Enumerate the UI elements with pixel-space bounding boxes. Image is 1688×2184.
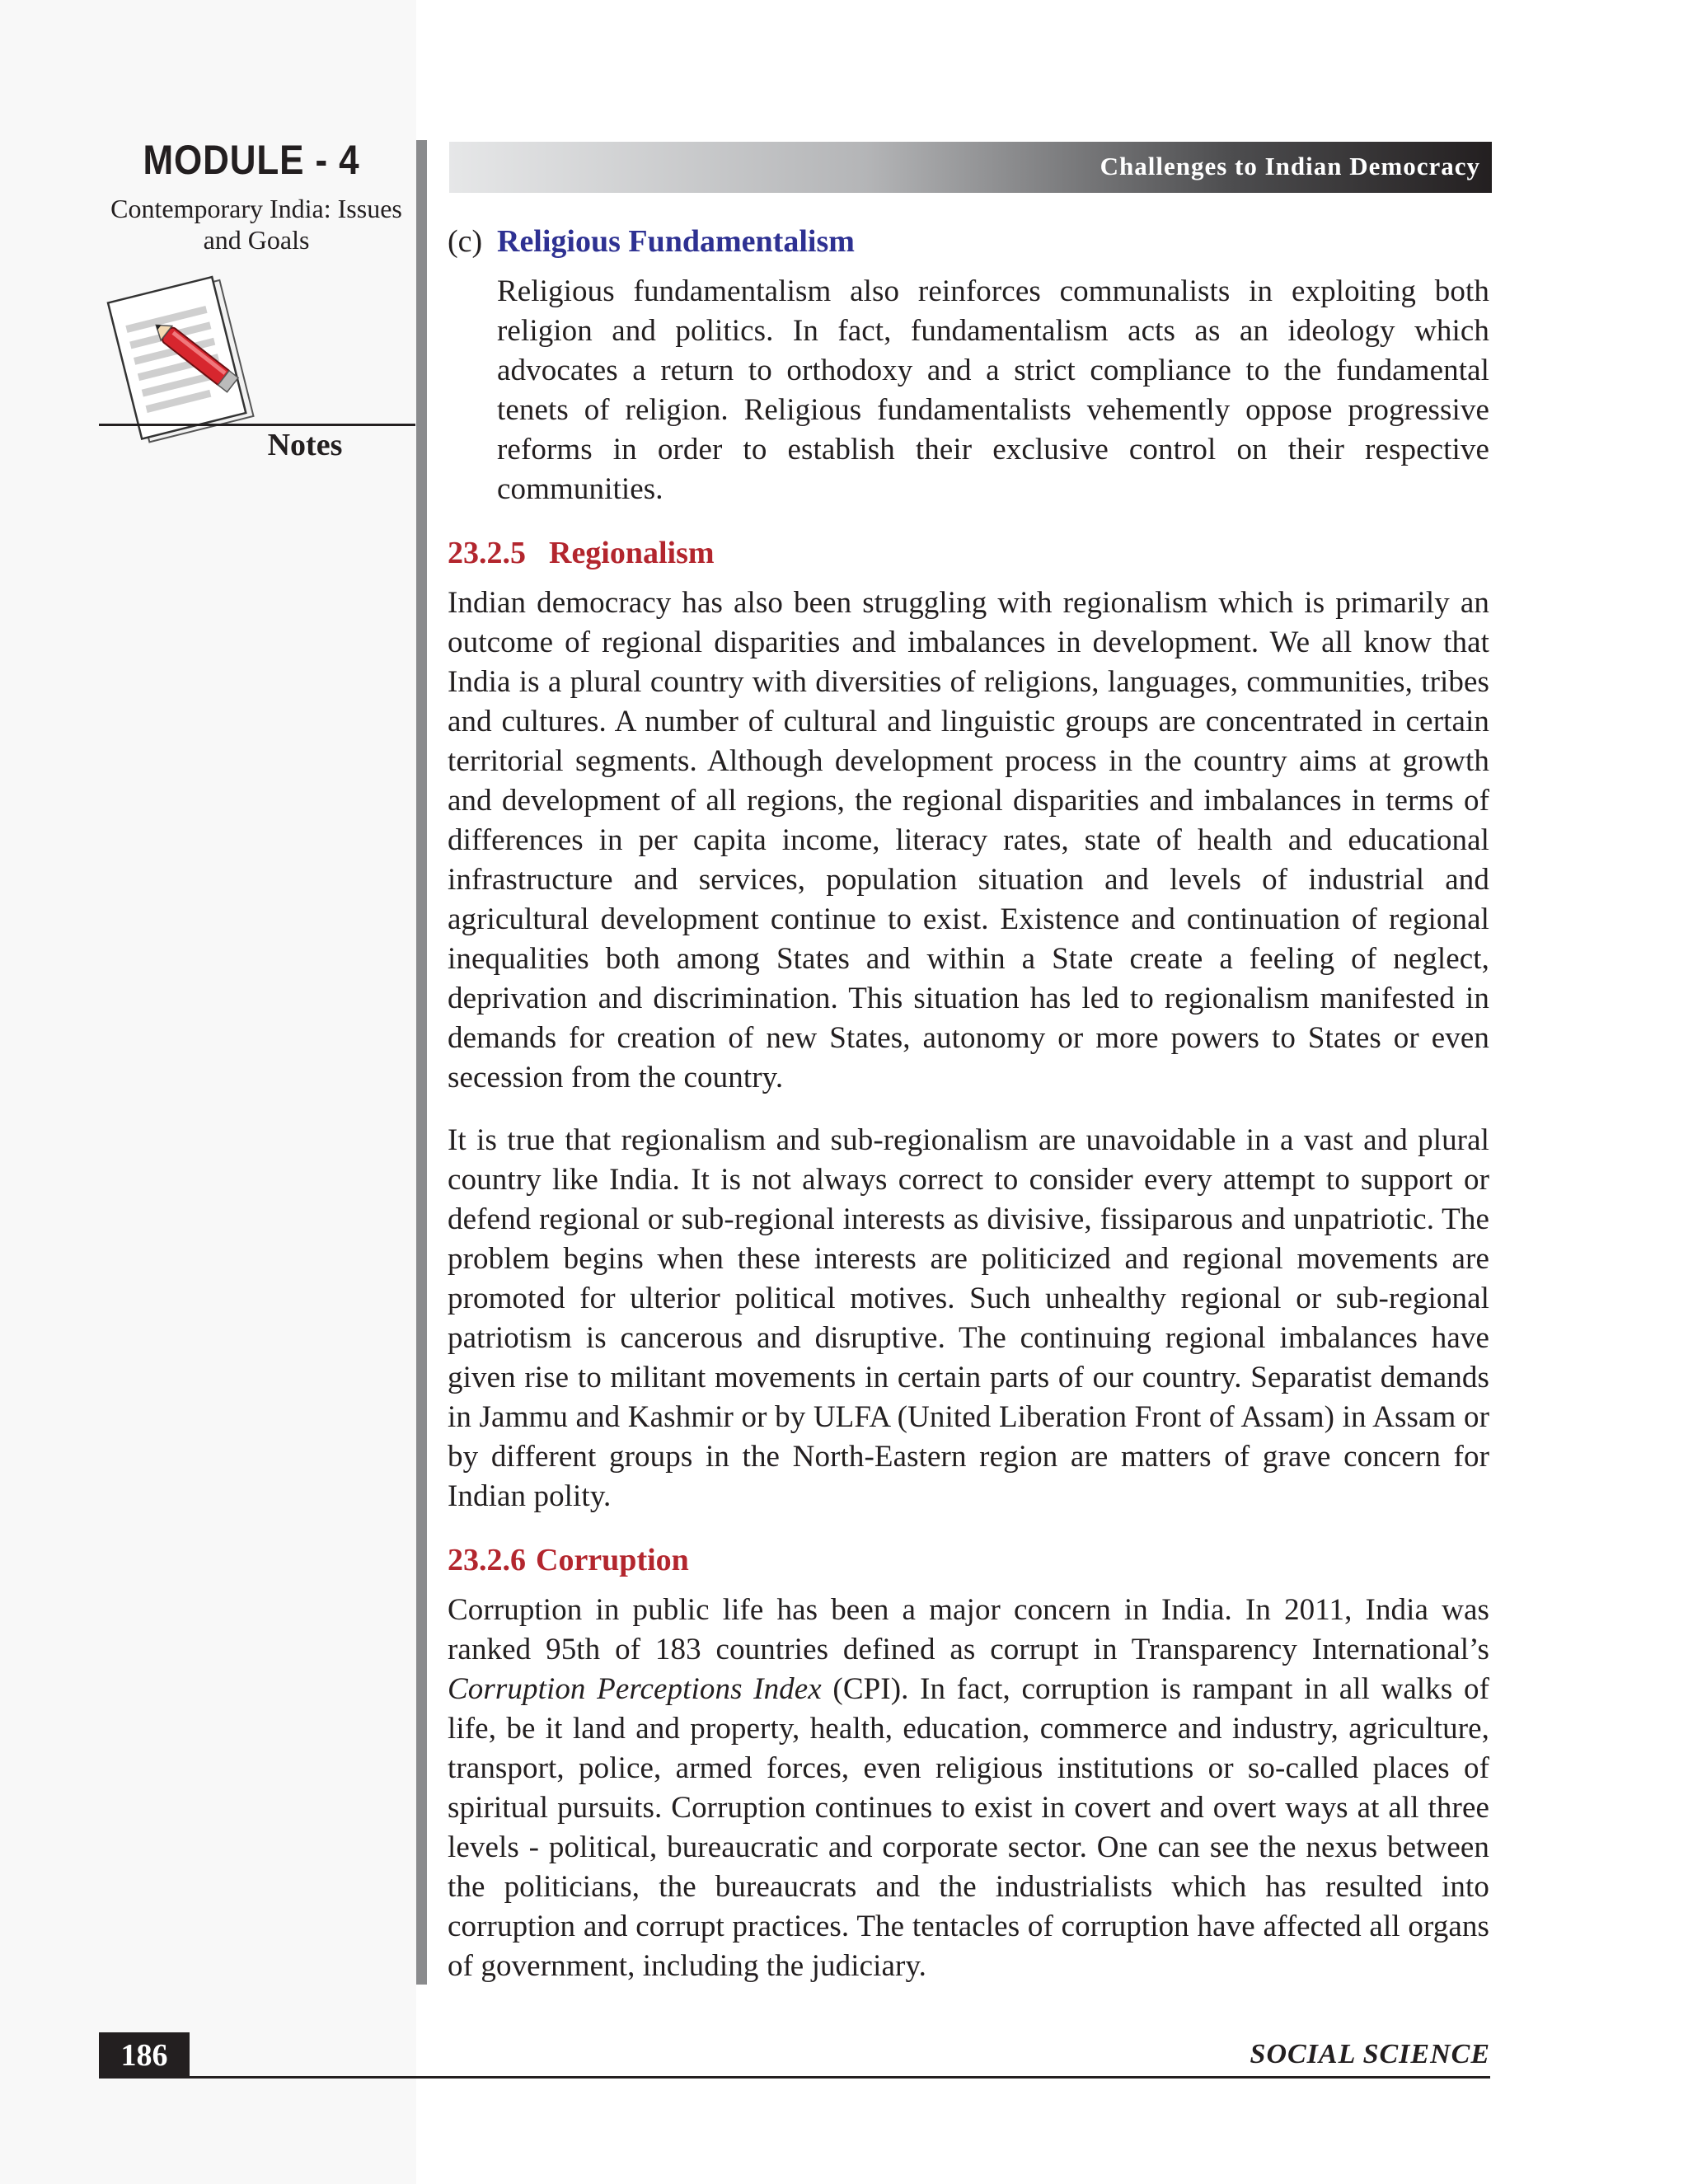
chapter-title: Challenges to Indian Democracy xyxy=(1100,152,1480,180)
chapter-header-band xyxy=(449,142,1492,193)
subsection-title: Religious Fundamentalism xyxy=(497,224,855,259)
regionalism-paragraph-1: Indian democracy has also been struggling with regionalism which is primarily an outcome of regional disparities and imbalances in development. We all know that India is a plural country with diversities of religions, languages, communities, tribes and cultures. A number of cultural and linguistic groups are concentrated in certain territorial segments. Although development process in the country aims at growth and development of all regions, the regional disparities and imbalances in terms of differences in per capita income, literacy rates, state of health and educational infrastructure and services, population situation and levels of industrial and agricultural development continue to exist. Existence and continuation of regional inequalities both among States and within a State create a feeling of neglect, deprivation and discrimination. This situation has led to regionalism manifested in demands for creation of new States, autonomy or more powers to States or even secession from the country. xyxy=(448,586,1489,1094)
module-subtitle-line1: Contemporary India: Issues xyxy=(110,194,402,223)
section-number: 23.2.6 xyxy=(448,1543,526,1577)
section-title: Corruption xyxy=(536,1543,689,1577)
main-content xyxy=(448,221,1489,1986)
footer-rule xyxy=(99,2076,1490,2079)
notes-label: Notes xyxy=(267,428,343,462)
module-subtitle xyxy=(97,193,415,255)
module-title: MODULE - 4 xyxy=(143,137,360,183)
footer-subject: SOCIAL SCIENCE xyxy=(1250,2039,1490,2069)
corruption-text-end: (CPI). In fact, corruption is rampant in all walks of life, be it land and property, health, education, commerce and industry, agriculture, transport, police, armed forces, even religious institutions or so-called places of spiritual pursuits. Corruption continues to exist in covert and overt ways at all three levels - political, bureaucratic and corporate sector. One can see the nexus between the politicians, the bureaucrats and the industrialists which has resulted into corruption and corrupt practices. The tentacles of corruption have affected all organs of government, including the judiciary. xyxy=(448,1672,1489,1983)
religious-fundamentalism-paragraph: Religious fundamentalism also reinforces communalists in exploiting both religion and politics. In fact, fundamentalism acts as an ideology which advocates a return to orthodoxy and a strict compliance to the fundamental tenets of religion. Religious fundamentalists vehemently oppose progressive reforms in order to establish their exclusive control on their respective communities. xyxy=(497,274,1489,506)
section-number: 23.2.5 xyxy=(448,536,526,570)
cpi-title-italic: Corruption Perceptions Index xyxy=(448,1672,822,1706)
subsection-label: (c) xyxy=(448,224,483,259)
regionalism-paragraph-2: It is true that regionalism and sub-regionalism are unavoidable in a vast and plural country like India. It is not always correct to consider every attempt to support or defend regional or sub-regional interests as divisive, fissiparous and unpatriotic. The problem begins when these interests are politicized and regional movements are promoted for ulterior political motives. Such unhealthy regional or sub-regional patriotism is cancerous and disruptive. The continuing regional imbalances have given rise to militant movements in certain parts of our country. Separatist demands in Jammu and Kashmir or by ULFA (United Liberation Front of Assam) in Assam or by different groups in the North-Eastern region are matters of grave concern for Indian polity. xyxy=(448,1123,1489,1513)
section-heading-corruption xyxy=(448,1540,1489,1581)
page-number: 186 xyxy=(99,2032,190,2079)
corruption-paragraph xyxy=(448,1591,1489,1986)
subsection-heading-c xyxy=(448,221,1489,262)
notes-divider xyxy=(99,424,415,426)
module-subtitle-line2: and Goals xyxy=(203,225,310,255)
section-heading-regionalism xyxy=(448,532,1489,574)
corruption-text-start: Corruption in public life has been a major concern in India. In 2011, India was ranked 95th of 183 countries defined as corrupt in Transparency International’s xyxy=(448,1593,1489,1666)
section-title: Regionalism xyxy=(549,536,715,570)
margin-vertical-bar xyxy=(416,140,427,1985)
